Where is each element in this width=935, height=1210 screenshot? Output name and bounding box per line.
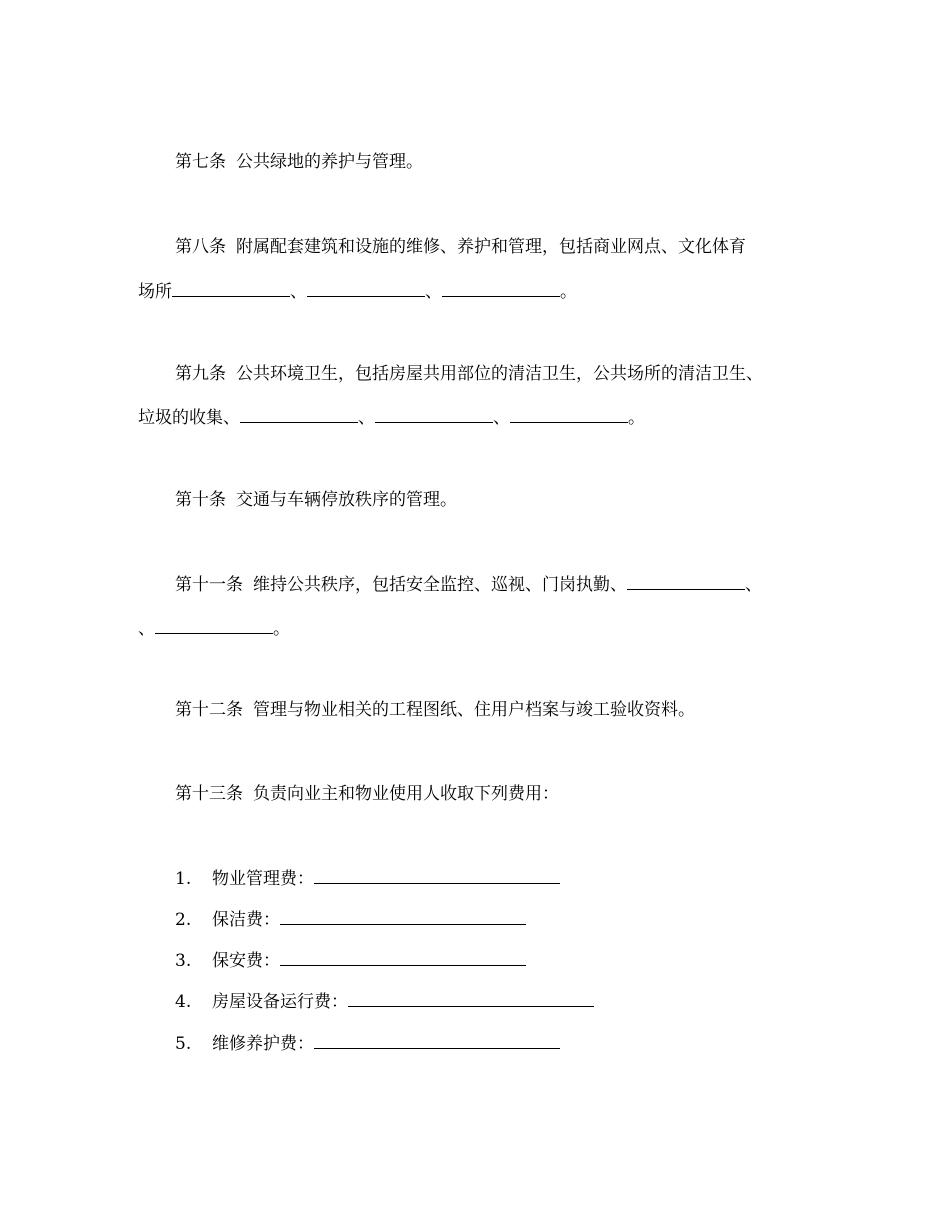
fee-item-blank[interactable] <box>348 990 594 1007</box>
fee-item-blank[interactable] <box>280 908 526 925</box>
fee-item-number: 4. <box>175 992 192 1012</box>
fee-item-number: 1. <box>175 869 192 889</box>
article-11-blank-2[interactable] <box>155 617 273 634</box>
article-9-cont-text: 垃圾的收集、 <box>138 408 240 428</box>
article-8-end: 。 <box>560 282 577 302</box>
article-11-cont-text: 、 <box>138 619 155 639</box>
article-10-text: 交通与车辆停放秩序的管理。 <box>236 490 457 510</box>
article-9-blank-1[interactable] <box>240 406 358 423</box>
article-9-blank-3[interactable] <box>510 406 628 423</box>
fee-item-blank[interactable] <box>314 867 560 884</box>
article-8-continuation <box>138 280 577 302</box>
fee-item-blank[interactable] <box>280 949 526 966</box>
article-12-text: 管理与物业相关的工程图纸、住用户档案与竣工验收资料。 <box>253 700 695 720</box>
article-10 <box>175 489 457 511</box>
article-12-label: 第十二条 <box>175 700 243 720</box>
article-8-sep-1: 、 <box>290 282 307 302</box>
fee-item-number: 5. <box>175 1034 192 1054</box>
fee-item-2 <box>175 908 526 930</box>
article-11-text-end: 、 <box>745 575 762 595</box>
article-12 <box>175 699 695 721</box>
article-9-end: 。 <box>628 408 645 428</box>
article-13-label: 第十三条 <box>175 784 243 804</box>
article-13-text: 负责向业主和物业使用人收取下列费用： <box>253 784 559 804</box>
article-11-continuation <box>138 617 290 639</box>
fee-item-blank[interactable] <box>314 1032 560 1049</box>
article-8-text: 附属配套建筑和设施的维修、养护和管理，包括商业网点、文化体育 <box>236 237 746 257</box>
article-8-blank-2[interactable] <box>307 280 425 297</box>
fee-item-4 <box>175 990 594 1012</box>
article-8-cont-text: 场所 <box>138 282 172 302</box>
article-8-blank-1[interactable] <box>172 280 290 297</box>
fee-item-label: 维修养护费： <box>212 1034 314 1054</box>
article-9-label: 第九条 <box>175 364 226 384</box>
article-8-sep-2: 、 <box>425 282 442 302</box>
article-7-label: 第七条 <box>175 152 226 172</box>
fee-item-1 <box>175 867 560 889</box>
article-9-sep-2: 、 <box>493 408 510 428</box>
article-8-blank-3[interactable] <box>442 280 560 297</box>
article-9-sep-1: 、 <box>358 408 375 428</box>
article-10-label: 第十条 <box>175 490 226 510</box>
fee-item-number: 3. <box>175 951 192 971</box>
article-11-text: 维持公共秩序，包括安全监控、巡视、门岗执勤、 <box>253 575 627 595</box>
article-7 <box>175 151 423 173</box>
article-11-label: 第十一条 <box>175 575 243 595</box>
fee-item-label: 物业管理费： <box>212 869 314 889</box>
article-9-text: 公共环境卫生，包括房屋共用部位的清洁卫生，公共场所的清洁卫生、 <box>236 364 763 384</box>
fee-item-label: 保安费： <box>212 951 280 971</box>
fee-item-3 <box>175 949 526 971</box>
article-9-continuation <box>138 406 645 428</box>
article-11 <box>175 573 762 595</box>
article-9 <box>175 363 763 385</box>
article-11-end: 。 <box>273 619 290 639</box>
fee-item-5 <box>175 1032 560 1054</box>
article-9-blank-2[interactable] <box>375 406 493 423</box>
fee-item-number: 2. <box>175 910 192 930</box>
article-11-blank-1[interactable] <box>627 573 745 590</box>
fee-item-label: 保洁费： <box>212 910 280 930</box>
article-8 <box>175 236 746 258</box>
article-8-label: 第八条 <box>175 237 226 257</box>
fee-item-label: 房屋设备运行费： <box>212 992 348 1012</box>
article-7-text: 公共绿地的养护与管理。 <box>236 152 423 172</box>
article-13 <box>175 783 559 805</box>
